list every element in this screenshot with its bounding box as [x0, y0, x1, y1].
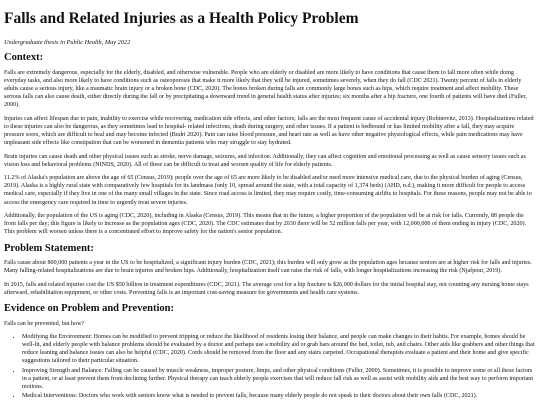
list-item: • Improving Strength and Balance: Falling can be caused by muscle weakness, improper posture, limps, and other physical conditions (Fuller, 2000). Sometimes, it is possible to improve some or all these factors in a patient, or at least prevent them from declining further. Physical therapy can teach elderly people exercises that will reduce fall risk as well as assist with mobility aids and the best way to perform important motions. — [22, 367, 536, 392]
evidence-list — [22, 333, 536, 401]
problem-paragraph: In 2015, falls and related injuries cost the US $50 billion in treatment expenditures (CDC, 2021). The average cost for a hip fracture is $26,000 dollars for the initial hospital stay, not counting any nursing home stays afterward, rehabilitation equipment, or other costs. Preventing falls is an important cost-saving measure for governments and health care systems. — [4, 281, 529, 296]
context-paragraph: Brain injuries can cause death and other physical issues such as stroke, nerve damage, seizures, and infection. Additionally, they can affect cognition and emotional processing as well as cause sensory issues such as vision loss and behavioral problems (NINDS, 2020). All of these can be difficult to treat and worsen quality of life for elderly patients. — [4, 153, 526, 168]
evidence-heading: Evidence on Problem and Prevention: — [4, 302, 174, 314]
problem-heading: Problem Statement: — [4, 242, 94, 254]
document-subtitle: Undergraduate thesis in Public Health, May 2022 — [4, 39, 131, 47]
list-item: • Medical Interventions: Doctors who work with seniors know what is needed to prevent falls, because many elderly people do not speak to their doctors about their own falls (CDC, 2021). — [22, 392, 536, 400]
context-paragraph: Falls are extremely dangerous, especially for the elderly, disabled, and otherwise vulnerable. People who are elderly or disabled are more likely to have conditions that cause them to fall more often while doing everyday tasks, and also more likely to have conditions such as osteoporosis that make it more likely that they will be injured, sometimes severely, when they do fall (CDC 2021). Twenty percent of falls in elderly adults cause a serious injury, like a traumatic brain injury or a broken bone (CDC, 2020). The bones broken during falls are commonly large bones such as hips, which require treatment and affect mobility. These serious falls can also cause death, either directly during the fall or by precipitating a downward trend in general health status after injuries; six months after a hip fracture, one fourth of patients will have died (Fuller, 2000). — [4, 69, 527, 109]
context-paragraph: Additionally, the population of the US is aging (CDC, 2020), including in Alaska (Census, 2019). This means that in the future, a higher proportion of the population will be at risk for falls. Currently, 88 people die from falls per day; this figure is likely to increase as the population ages (CDC, 2020). The CDC estimates that by 2030 there will be 52 million falls per year, with 12,000,000 of them ending in injury (CDC, 2020). This problem will worsen unless there is a concentrated effort to improve safety for the nation's senior population. — [4, 212, 527, 236]
context-paragraph: 11.2% of Alaska's population are above the age of 65 (Census, 2019); people over the age of 65 are more likely to be disabled and/or need more intensive medical care, due to the physical burden of aging (Census, 2019). Alaska is a highly rural state with comparatively few hospitals for its landmass (only 10, spread around the state, with a total capacity of 1,374 beds) (AHD, n.d.), making it more difficult for people to access medical care, especially if they live in one of the many small villages in the state. Since road access is limited, they may require costly, time-consuming airlifts to hospitals. For these reasons, people may not be able to access the emergency care required in time to urgently treat severe injuries. — [4, 175, 532, 206]
problem-paragraph: Falls cause about 800,000 patients a year in the US to be hospitalized, a significant injury burden (CDC, 2021); this burden will only grow as the population ages because seniors are at higher risk for falls and injuries. Many falling-related hospitalizations are due to brain injuries and broken hips. Additionally, hospitalization itself can raise the risk of falls, with longer hospitalizations increasing the risk (Njafpour, 2019). — [4, 260, 532, 275]
problem-section — [4, 243, 536, 297]
context-section — [4, 52, 536, 236]
context-heading: Context: — [4, 52, 44, 64]
list-item: • Modifying the Environment: Homes can be modified to prevent tripping or reduce the likelihood of residents losing their balance, and people can make changes to their habits. For example, homes should be well-lit, and elderly people with balance problems should be evaluated by a doctor and perhaps use a mobility aid or grab bars around the bed, toilet, tub, and chairs. Other aids like grabbers and other things that reduce leaning and balance issues can also be helpful (CDC, 2020). Cords should be removed from the floor and any stairs carpeted. Occupational therapists evaluate a patient and their home and give specific suggestions tailored to their particular situation. — [22, 333, 536, 366]
evidence-section — [4, 303, 536, 401]
evidence-intro: Falls can be prevented, but how? — [4, 320, 85, 327]
page-title: Falls and Related Injuries as a Health Policy Problem — [4, 10, 359, 27]
context-paragraph: Injuries can affect lifespan due to pain, inability to exercise while recovering, medication side effects, and other factors; falls are the most frequent cause of accidental injury (Robinovitz, 2013). Hospitalizations related to these injuries can also be dangerous, as they sometimes lead to hospital- related infections, death during surgery, and other issues. If a patient is bedbound or has limited mobility after a fall, they may acquire pressure sores, which are difficult to heal and may become infected (Budri 2020). Pain can raise blood pressure, and heart rate as well as have other negative physiological effects, while pain medications may have unpleasant side effects like constipation that can be worsened in dementia patients who may struggle to stay hydrated. — [4, 115, 534, 147]
